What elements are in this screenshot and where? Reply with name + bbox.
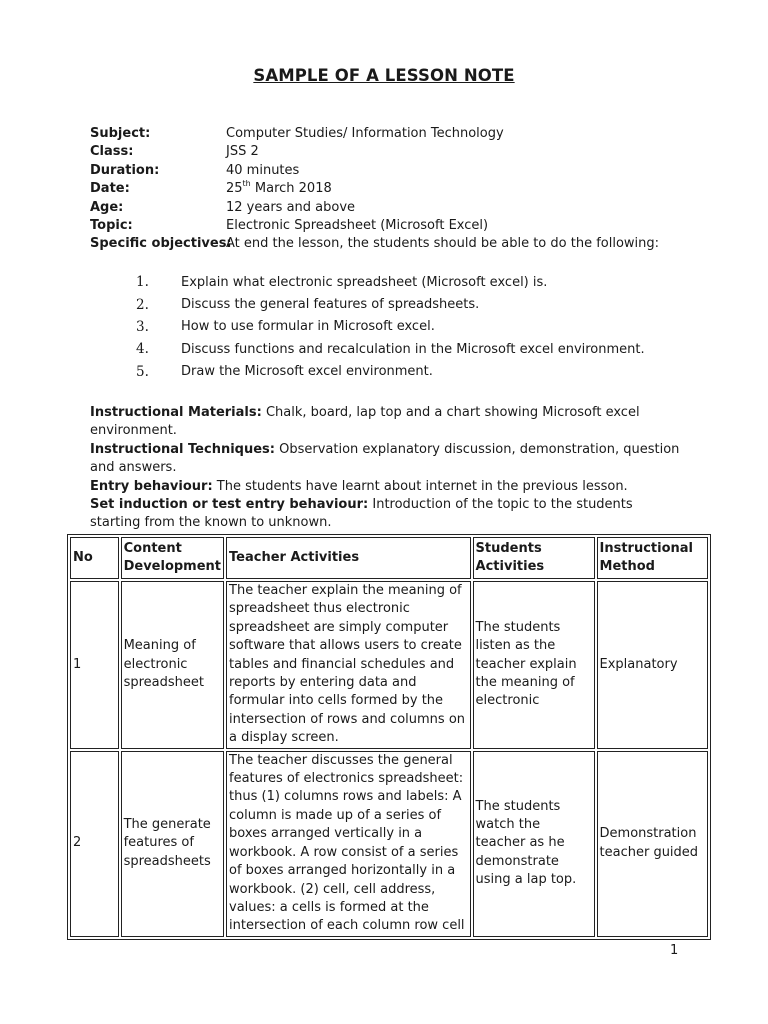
column-header-method: Instructional Method xyxy=(597,537,708,579)
meta-value: JSS 2 xyxy=(226,144,259,160)
entry-behaviour xyxy=(90,478,680,496)
lesson-meta xyxy=(90,125,659,254)
cell-students: The students watch the teacher as he demonstrate using a lap top. xyxy=(473,751,595,937)
column-header-content: Content Development xyxy=(121,537,224,579)
meta-value: At end the lesson, the students should be able to do the following: xyxy=(226,236,660,252)
info-label: Instructional Techniques: xyxy=(90,441,275,457)
table-row xyxy=(70,751,708,937)
meta-label: Subject: xyxy=(90,126,151,141)
cell-no: 2 xyxy=(70,751,119,937)
list-item xyxy=(136,293,645,315)
meta-value: Computer Studies/ Information Technology xyxy=(226,126,504,141)
list-number: 2. xyxy=(136,296,149,313)
meta-topic xyxy=(90,217,659,235)
meta-class xyxy=(90,143,659,161)
meta-value: 12 years and above xyxy=(226,199,356,215)
meta-date xyxy=(90,180,659,198)
page-number: 1 xyxy=(670,943,679,958)
list-text: Explain what electronic spreadsheet (Microsoft excel) is. xyxy=(181,274,548,290)
lesson-info xyxy=(90,404,680,533)
cell-no: 1 xyxy=(70,581,119,749)
date-suffix: th xyxy=(242,178,251,188)
info-label: Set induction or test entry behaviour: xyxy=(90,497,369,513)
lesson-table xyxy=(67,534,711,940)
set-induction xyxy=(90,496,680,533)
objectives-list xyxy=(136,271,645,383)
meta-value xyxy=(226,180,332,198)
cell-content: The generate features of spreadsheets xyxy=(121,751,224,937)
info-label: Instructional Materials: xyxy=(90,405,262,420)
column-header-students: Students Activities xyxy=(473,537,595,579)
list-number: 5. xyxy=(136,363,149,380)
list-number: 1. xyxy=(136,274,149,291)
list-item xyxy=(136,271,645,293)
list-item xyxy=(136,316,645,338)
info-text: The students have learnt about internet in the previous lesson. xyxy=(212,478,628,494)
list-text: Draw the Microsoft excel environment. xyxy=(181,364,433,380)
date-rest: March 2018 xyxy=(250,181,332,197)
column-header-no: No xyxy=(70,537,119,579)
meta-duration xyxy=(90,162,659,180)
meta-age xyxy=(90,199,659,217)
table-header-row xyxy=(70,537,708,579)
page-title: SAMPLE OF A LESSON NOTE xyxy=(253,66,515,85)
table-row xyxy=(70,581,708,749)
cell-method: Demonstration teacher guided xyxy=(597,751,708,937)
meta-label: Age: xyxy=(90,199,124,215)
cell-method: Explanatory xyxy=(597,581,708,749)
info-text: Introduction of the topic to the students starting from the known to unknown. xyxy=(90,497,633,531)
list-text: Discuss functions and recalculation in the Microsoft excel environment. xyxy=(181,341,645,357)
list-number: 3. xyxy=(136,318,149,335)
meta-label: Date: xyxy=(90,181,130,197)
list-text: Discuss the general features of spreadsheets. xyxy=(181,297,480,313)
info-label: Entry behaviour: xyxy=(90,478,213,494)
meta-label: Specific objectives: xyxy=(90,236,232,252)
meta-label: Topic: xyxy=(90,218,133,234)
meta-objectives xyxy=(90,235,659,253)
list-item xyxy=(136,361,645,383)
cell-teacher: The teacher discusses the general features of electronics spreadsheet: thus (1) columns rows and labels: A column is made up of a series of boxes arranged vertically in a workbook. A row consist of a series of boxes arranged horizontally in a workbook. (2) cell, cell address, values: a cells is formed at the intersection of each column row cell xyxy=(226,751,471,937)
list-text: How to use formular in Microsoft excel. xyxy=(181,319,435,335)
meta-value: 40 minutes xyxy=(226,162,300,178)
column-header-teacher: Teacher Activities xyxy=(226,537,471,579)
info-text: Observation explanatory discussion, demonstration, question and answers. xyxy=(90,441,680,476)
meta-value: Electronic Spreadsheet (Microsoft Excel) xyxy=(226,218,489,234)
cell-content: Meaning of electronic spreadsheet xyxy=(121,581,224,749)
cell-students: The students listen as the teacher explain the meaning of electronic xyxy=(473,581,595,749)
info-text: Chalk, board, lap top and a chart showing Microsoft excel environment. xyxy=(90,405,640,439)
meta-label: Duration: xyxy=(90,162,160,178)
date-day: 25 xyxy=(226,181,243,197)
meta-label: Class: xyxy=(90,144,134,160)
list-number: 4. xyxy=(136,341,149,358)
list-item xyxy=(136,338,645,360)
cell-teacher: The teacher explain the meaning of spreadsheet thus electronic spreadsheet are simply computer software that allows users to create tables and financial schedules and reports by entering data and formular into cells formed by the intersection of rows and columns on a display screen. xyxy=(226,581,471,749)
instructional-materials xyxy=(90,404,680,441)
instructional-techniques xyxy=(90,441,680,478)
meta-subject xyxy=(90,125,659,143)
